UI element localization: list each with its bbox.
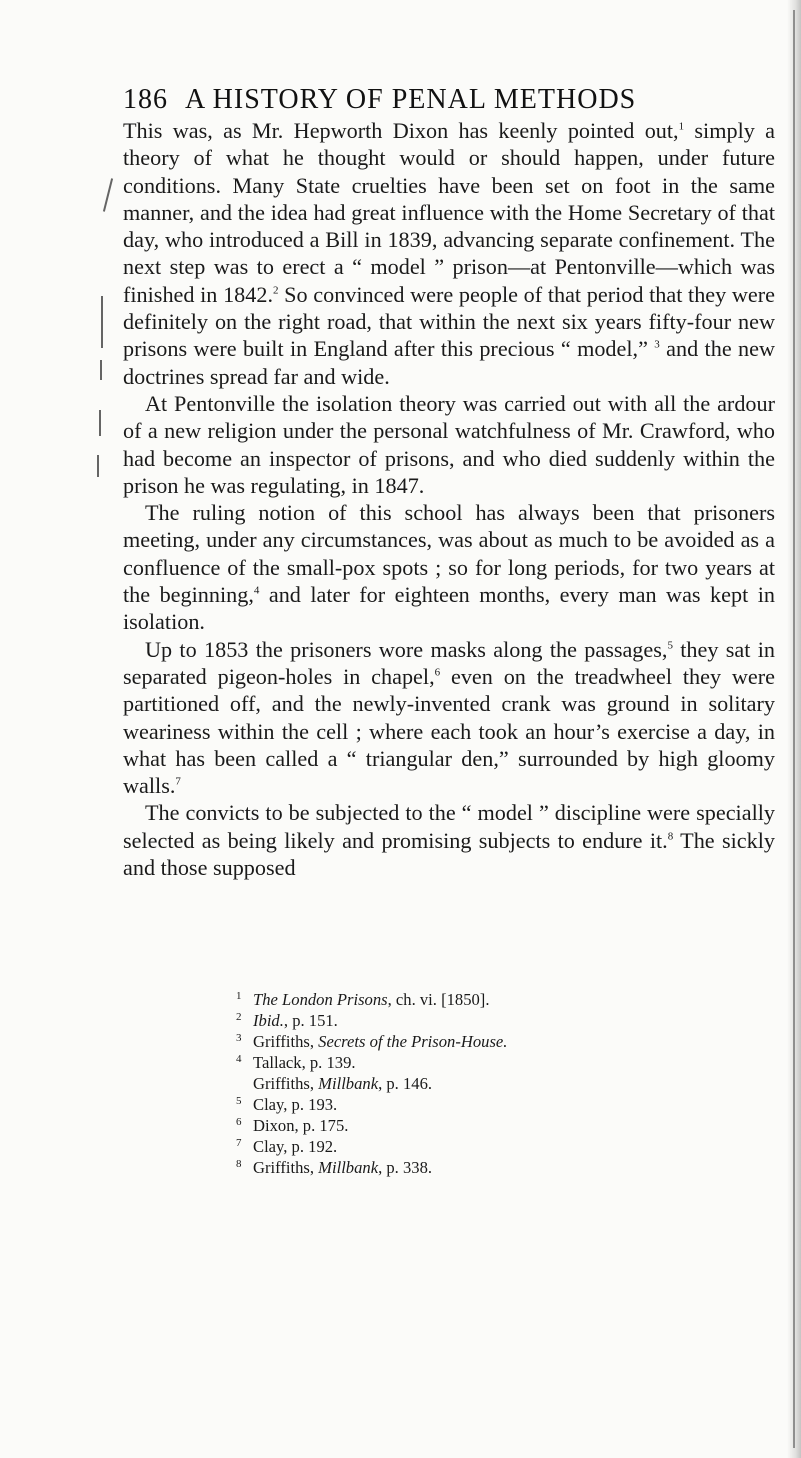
margin-pencil-mark [99, 410, 101, 436]
footnote-number: 6 [236, 1116, 242, 1128]
footnote-text [253, 1115, 348, 1136]
footnote [236, 1073, 716, 1094]
paragraph-text: and later for eighteen months, every man was kept in isolation. [123, 582, 775, 635]
footnote-text-part: , p. 146. [378, 1074, 433, 1093]
footnote-text-part: , p. 338. [378, 1158, 433, 1177]
footnote-ref: 8 [667, 830, 674, 843]
page-number: 186 [123, 84, 168, 115]
footnote-text-part: Griffiths, [253, 1032, 319, 1051]
paragraph [123, 499, 775, 635]
paragraph-text: The ruling notion of this school has always been that prisoners meeting, under any circumstances, was about as much to be avoided as a confluence of the small-pox spots ; so for long periods, for two years at the beginning, [123, 500, 775, 608]
margin-pencil-mark [97, 455, 99, 477]
footnote-text-part: Millbank [318, 1158, 379, 1177]
footnote [236, 1094, 716, 1115]
margin-pencil-mark [100, 360, 102, 380]
footnote-ref: 7 [175, 775, 181, 788]
paragraph-text: At Pentonville the isolation theory was carried out with all the ardour of a new religion under the personal watchfulness of Mr. Crawford, who had become an inspector of prisons, and who died suddenly within the prison he was regulating, in 1847. [123, 390, 775, 498]
footnotes [236, 989, 716, 1178]
footnote [236, 1136, 716, 1157]
footnote-number: 7 [236, 1137, 242, 1149]
footnote-text-part: , p. 151. [283, 1011, 338, 1030]
footnote-text-part: Tallack, p. 139. [253, 1053, 356, 1072]
paragraph-text: Up to 1853 the prisoners wore masks along the passages, [145, 636, 668, 662]
paragraph-text: simply a theory of what he thought would or should happen, under future conditions. Many State cruelties have been set on foot in the same manner, and the idea had great influence with the Home Secretary of that day, who introduced a Bill in 1839, advancing separate confinement. The next step was to erect a “ model ” prison—at Pentonville—which was finished in 1842. [123, 118, 775, 307]
running-head-title: A HISTORY OF PENAL METHODS [185, 84, 637, 115]
footnote-text-part: Griffiths, [253, 1158, 319, 1177]
footnote-text [253, 989, 489, 1010]
margin-pencil-mark [101, 296, 103, 348]
footnote [236, 1052, 716, 1073]
footnote-text [253, 1157, 432, 1178]
footnote-ref: 5 [667, 639, 673, 652]
footnote [236, 989, 716, 1010]
footnote-ref: 2 [273, 284, 279, 297]
footnote-text-part: The London Prisons [253, 990, 388, 1009]
footnote-ref: 3 [654, 338, 660, 351]
paragraph-text: So convinced were people of that period that they were definitely on the right road, that within the next six years fifty-four new prisons were built in England after this precious “ model,” [123, 281, 775, 362]
margin-pencil-mark [103, 178, 113, 211]
footnote-text-part: Clay, p. 193. [253, 1095, 338, 1114]
footnote-text [253, 1073, 432, 1094]
footnote-number: 2 [236, 1011, 242, 1023]
footnote [236, 1157, 716, 1178]
footnote-text-part: , ch. vi. [1850]. [387, 990, 490, 1009]
footnote-text-part: Dixon, p. 175. [253, 1116, 349, 1135]
paragraph [123, 390, 775, 499]
footnote-ref: 1 [678, 120, 685, 133]
body-text [123, 117, 775, 881]
paragraph-text: This was, as Mr. Hepworth Dixon has keenly pointed out, [123, 118, 679, 143]
footnote-ref: 4 [253, 584, 260, 597]
footnote-text-part: Griffiths, [253, 1074, 319, 1093]
paragraph [123, 799, 775, 881]
paragraph-text: The sickly and those supposed [123, 827, 775, 881]
footnote [236, 1115, 716, 1136]
paragraph-text: The convicts to be subjected to the “ model ” discipline were specially selected as being likely and promising subjects to endure it. [123, 800, 775, 853]
footnote-number: 8 [236, 1158, 242, 1170]
paragraph-text: and the new doctrines spread far and wide. [123, 336, 775, 389]
footnote-text-part: Secrets of the Prison-House. [318, 1032, 508, 1051]
footnote-text [253, 1136, 337, 1157]
running-head [123, 84, 773, 116]
footnote-text [253, 1094, 337, 1115]
footnote-text-part: Millbank [318, 1074, 379, 1093]
footnote [236, 1031, 716, 1052]
paragraph-text: even on the treadwheel they were partitioned off, and the newly-invented crank was ground in solitary weariness within the cell ; where each took an hour’s exercise a day, in what has been called a “ triangular den,” surrounded by high gloomy walls. [123, 663, 776, 799]
paragraph [123, 117, 775, 390]
footnote-text-part: Clay, p. 192. [253, 1137, 338, 1156]
footnote-text [253, 1010, 338, 1031]
footnote-ref: 6 [434, 666, 441, 679]
footnote-text [253, 1031, 507, 1052]
footnote-number: 5 [236, 1095, 242, 1107]
footnote [236, 1010, 716, 1031]
footnote-text-part: Ibid. [253, 1011, 284, 1030]
footnote-number: 4 [236, 1053, 242, 1065]
page-edge-line [793, 10, 795, 1448]
footnote-number: 1 [236, 990, 242, 1002]
paragraph-text: they sat in separated pigeon-holes in chapel, [123, 636, 775, 689]
footnote-number: 3 [236, 1032, 242, 1044]
paragraph [123, 636, 775, 800]
footnote-text [253, 1052, 356, 1073]
